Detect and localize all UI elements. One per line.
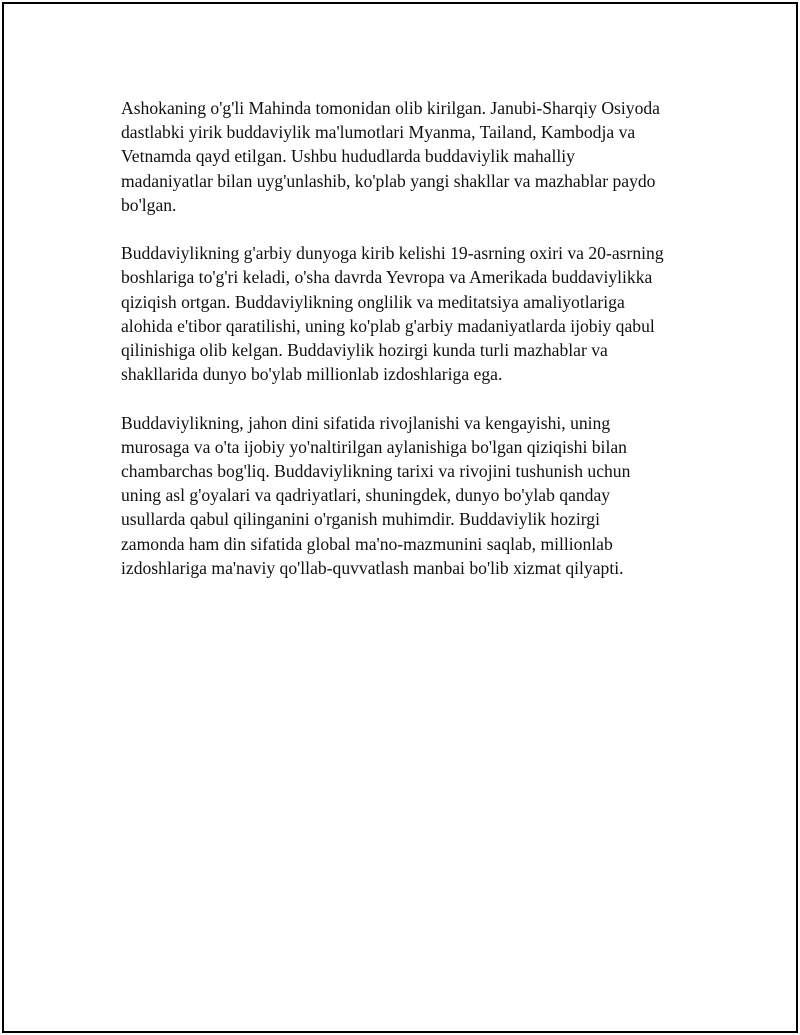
paragraph-1: Ashokaning o'g'li Mahinda tomonidan olib kirilgan. Janubi-Sharqiy Osiyoda dastlabki yirik buddaviylik ma'lumotlari Myanma, Tailand, Kambodja va Vetnamda qayd etilgan. Ushbu hududlarda buddaviylik mahalliy madaniyatlar bilan uyg'unlashib, ko'plab yangi shakllar va mazhablar paydo bo'lgan.	[121, 98, 660, 215]
document-body	[121, 96, 701, 604]
document-page	[2, 2, 798, 1033]
paragraph-3: Buddaviylikning, jahon dini sifatida rivojlanishi va kengayishi, uning murosaga va o'ta ijobiy yo'naltirilgan aylanishiga bo'lgan qiziqishi bilan chambarchas bog'liq. Buddaviylikning tarixi va rivojini tushunish uchun uning asl g'oyalari va qadriyatlari, shuningdek, dunyo bo'ylab qanday usullarda qabul qilinganini o'rganish muhimdir. Buddaviylik hozirgi zamonda ham din sifatida global ma'no-mazmunini saqlab, millionlab izdoshlariga ma'naviy qo'llab-quvvatlash manbai bo'lib xizmat qilyapti.	[121, 412, 631, 578]
paragraph-2: Buddaviylikning g'arbiy dunyoga kirib kelishi 19-asrning oxiri va 20-asrning boshlariga to'g'ri keladi, o'sha davrda Yevropa va Amerikada buddaviylikka qiziqish ortgan. Buddaviylikning onglilik va meditatsiya amaliyotlariga alohida e'tibor qaratilishi, uning ko'plab g'arbiy madaniyatlarda ijobiy qabul qilinishiga olib kelgan. Buddaviylik hozirgi kunda turli mazhablar va shakllarida dunyo bo'ylab millionlab izdoshlariga ega.	[121, 243, 664, 385]
